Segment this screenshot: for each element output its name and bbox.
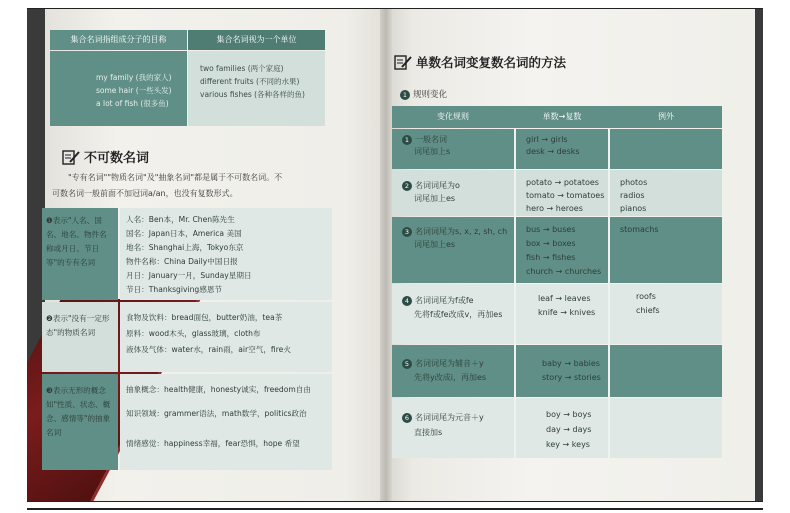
table-line: different fruits (不同的水果) — [200, 77, 300, 86]
rule-line: 先将f或fe改成v，再加es — [414, 310, 503, 319]
exception-line: radios — [620, 191, 645, 200]
pen-notebook-icon — [62, 149, 80, 165]
example-line: box → boxes — [526, 239, 576, 248]
column-divider — [514, 129, 516, 458]
example-line: knife → knives — [538, 308, 596, 317]
example-line: bus → buses — [526, 225, 576, 234]
table-line: 节日：Thanksgiving感恩节 — [126, 285, 223, 294]
table-header-right: 集合名词视为一个单位 — [216, 35, 297, 44]
number-badge: 1 — [402, 135, 412, 145]
example-line: girl → girls — [526, 135, 568, 144]
rule-line: 词尾加上s — [414, 147, 451, 156]
column-divider — [608, 129, 610, 458]
table-line: various fishes (各种各样的鱼) — [200, 90, 305, 99]
exception-line: roofs — [636, 292, 656, 301]
table-line: 情绪感觉：happiness幸福，fear恐惧，hope 希望 — [126, 439, 300, 448]
number-badge: 5 — [402, 359, 412, 369]
subheading-text: 规则变化 — [413, 90, 448, 100]
table-line: 月日：January一月，Sunday星期日 — [126, 271, 252, 280]
example-line: church → churches — [526, 267, 602, 276]
table-line: 液体及气体：water水，rain雨，air空气，fire火 — [126, 345, 291, 354]
material-noun-desc: ❷表示"没有一定形态"的物质名词 — [46, 314, 110, 337]
rule-line: 词尾加上es — [414, 240, 456, 249]
table-line: 物件名称：China Daily中国日报 — [126, 257, 238, 266]
book-gutter — [380, 9, 392, 502]
exception-line: pianos — [620, 204, 647, 213]
proper-noun-desc: ❶表示"人名、国名、地名、物件名称或月日、节日等"的专有名词 — [46, 216, 107, 267]
column-header-exception: 例外 — [658, 112, 674, 121]
example-line: day → days — [546, 425, 592, 434]
example-line: key → keys — [546, 440, 590, 449]
number-badge: 6 — [402, 413, 412, 423]
table-line: 抽象概念：health健康，honesty诚实，freedom自由 — [126, 385, 311, 394]
example-line: fish → fishes — [526, 253, 576, 262]
frame-bottom-line — [27, 508, 763, 510]
example-line: desk → desks — [526, 147, 580, 156]
table-line: 原料：wood木头，glass玻璃，cloth布 — [126, 329, 261, 338]
exception-line: chiefs — [636, 306, 660, 315]
example-line: baby → babies — [542, 359, 600, 368]
rule-line: 词尾加上es — [414, 194, 456, 203]
rule-line: 名词词尾为o — [415, 181, 460, 190]
table-line: 国名：Japan日本，America 美国 — [126, 229, 242, 238]
table-line: my family (我的家人) — [96, 73, 172, 82]
table-line: some hair (一些头发) — [96, 86, 172, 95]
uncountable-noun-table — [42, 208, 332, 470]
section-heading-plural — [394, 53, 566, 71]
example-line: leaf → leaves — [538, 294, 591, 303]
rule-line: 直接加s — [414, 428, 443, 437]
table-line: 知识领域：grammer语法，math数学，politics政治 — [126, 409, 307, 418]
intro-line: "专有名词""物质名词"及"抽象名词"都是属于不可数名词。不 — [68, 173, 283, 182]
number-badge: 2 — [402, 181, 412, 191]
plural-rules-table — [392, 98, 722, 460]
exception-line: photos — [620, 178, 648, 187]
section-title: 单数名词变复数名词的方法 — [416, 55, 567, 70]
rule-line: 名词词尾为元音＋y — [415, 413, 484, 422]
rule-line: 名词词尾为f或fe — [415, 296, 474, 305]
column-header-rule: 变化规则 — [437, 112, 469, 121]
rule-line: 先将y改成i，再加es — [414, 373, 487, 382]
number-badge: 4 — [402, 296, 412, 306]
exception-line: stomachs — [620, 225, 659, 234]
example-line: boy → boys — [546, 410, 592, 419]
table-line: 食物及饮料：bread面包，butter奶油，tea茶 — [126, 313, 283, 322]
example-line: story → stories — [542, 373, 601, 382]
intro-line: 可数名词一般前面不加冠词a/an，也没有复数形式。 — [52, 189, 238, 198]
rule-line: 一般名词 — [415, 135, 447, 144]
table-header-left: 集合名词指组成分子的目称 — [70, 35, 167, 44]
table-line: 人名：Ben本，Mr. Chen陈先生 — [126, 215, 235, 224]
example-line: tomato → tomatoes — [526, 191, 605, 200]
number-badge: 1 — [400, 90, 410, 100]
rule-line: 名词词尾为s, x, z, sh, ch — [415, 227, 508, 236]
number-badge: 3 — [402, 227, 412, 237]
example-line: hero → heroes — [526, 204, 583, 213]
table-line: a lot of fish (很多鱼) — [96, 99, 169, 108]
column-header-change: 单数→复数 — [542, 112, 582, 121]
pen-notebook-icon — [394, 54, 412, 70]
section-heading-uncountable — [62, 147, 149, 166]
section-title: 不可数名词 — [84, 151, 150, 166]
rule-line: 名词词尾为辅音＋y — [415, 359, 484, 368]
table-line: two families (两个家庭) — [200, 64, 284, 73]
example-line: potato → potatoes — [526, 178, 599, 187]
collective-noun-table — [50, 30, 325, 126]
table-line: 地名：Shanghai上海，Tokyo东京 — [126, 243, 244, 252]
abstract-noun-desc: ❸表示无形的概念如"性质、状态、概念、感情等"的抽象名词 — [46, 386, 111, 437]
